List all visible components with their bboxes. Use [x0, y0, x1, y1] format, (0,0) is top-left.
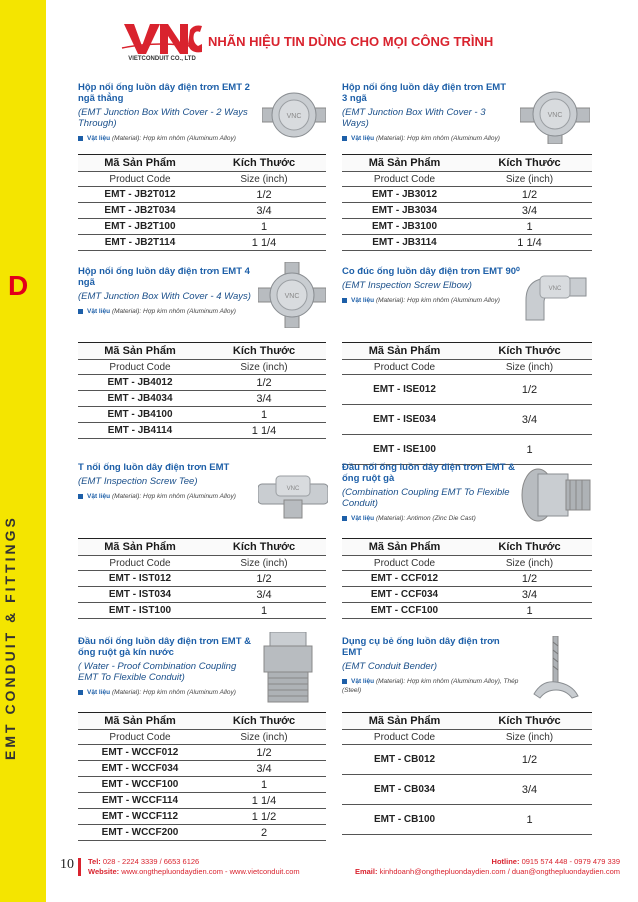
product-code: EMT - CB012 [342, 745, 467, 775]
bullet-square-icon [342, 298, 347, 303]
product-size: 1 1/2 [202, 809, 326, 825]
product-material: Vật liệu (Material): Hợp kim nhôm (Aluminum Alloy) [342, 134, 512, 143]
table-row [342, 435, 592, 465]
product-size: 1/2 [467, 745, 592, 775]
svg-text:VNC: VNC [286, 486, 300, 492]
product-code: EMT - JB4012 [78, 375, 202, 391]
footer-tel: 028 - 2224 3339 / 6653 6126 [102, 857, 200, 866]
product-size: 1/2 [467, 375, 592, 405]
table-row [342, 775, 592, 805]
col-header-size-en: Size (inch) [202, 730, 326, 745]
product-english-name: (EMT Inspection Screw Tee) [78, 476, 198, 487]
table-row [78, 219, 326, 235]
spec-table [78, 342, 326, 439]
footer-contact-left: Tel: 028 - 2224 3339 / 6653 6126 Website: www.ongthepluondaydien.com - www.vietconduit.com [88, 857, 300, 876]
product-size: 3/4 [467, 775, 592, 805]
product-size: 3/4 [467, 203, 592, 219]
table-row [342, 745, 592, 775]
product-code: EMT - ISE012 [342, 375, 467, 405]
product-info [342, 82, 512, 143]
product-info [78, 82, 258, 143]
product-code: EMT - WCCF112 [78, 809, 202, 825]
table-row [78, 603, 326, 619]
product-size: 3/4 [202, 587, 326, 603]
junction-box-4-way-image [258, 262, 326, 328]
product-title: T nối ống luồn dây điện trơn EMT [78, 462, 230, 473]
spec-table [78, 538, 326, 619]
product-code: EMT - JB3034 [342, 203, 467, 219]
spec-table [342, 712, 592, 835]
product-material: Vật liệu (Material): Hợp kim nhôm (Aluminum Alloy), Thép (Steel) [342, 678, 519, 694]
product-code: EMT - WCCF114 [78, 793, 202, 809]
col-header-size-vi: Kích Thước [467, 713, 592, 730]
product-size: 1/2 [202, 375, 326, 391]
col-header-code-vi: Mã Sản Phẩm [78, 155, 202, 172]
product-english-name: (EMT Junction Box With Cover - 3 Ways) [342, 107, 486, 129]
footer-contact-right: Hotline: 0915 574 448 - 0979 479 339 Email: kinhdoanh@ongthepluondaydien.com / duan@ongthepluondaydien.com [354, 857, 620, 876]
product-size: 1/2 [202, 571, 326, 587]
table-row [78, 777, 326, 793]
slogan: NHÃN HIỆU TIN DÙNG CHO MỌI CÔNG TRÌNH [208, 34, 494, 49]
col-header-code-vi: Mã Sản Phẩm [342, 539, 467, 556]
product-code: EMT - ISE100 [342, 435, 467, 465]
product-title: Hộp nối ống luồn dây điện trơn EMT 4 ngã [78, 266, 250, 288]
col-header-code-vi: Mã Sản Phẩm [342, 713, 467, 730]
bullet-square-icon [342, 136, 347, 141]
combination-coupling-image [520, 464, 592, 526]
section-vertical-title: EMT CONDUIT & FITTINGS [2, 515, 18, 760]
product-code: EMT - IST034 [78, 587, 202, 603]
col-header-size-en: Size (inch) [467, 730, 592, 745]
product-title: Hộp nối ống luồn dây điện trơn EMT 3 ngã [342, 82, 507, 104]
footer [60, 855, 620, 885]
product-size: 1 1/4 [202, 235, 326, 251]
table-row [342, 603, 592, 619]
tee-fitting-image [258, 470, 328, 520]
product-code: EMT - WCCF100 [78, 777, 202, 793]
bullet-square-icon [78, 309, 83, 314]
product-material: Vật liệu (Material): Hợp kim nhôm (Aluminum Alloy) [78, 688, 258, 697]
col-header-code-en: Product Code [342, 730, 467, 745]
product-info [342, 266, 522, 305]
col-header-size-vi: Kích Thước [467, 343, 592, 360]
footer-website[interactable]: www.ongthepluondaydien.com - www.vietconduit.com [121, 867, 300, 876]
col-header-size-en: Size (inch) [467, 172, 592, 187]
table-row [342, 219, 592, 235]
table-row [342, 375, 592, 405]
svg-text:VNC: VNC [548, 286, 562, 292]
table-row [78, 375, 326, 391]
product-code: EMT - WCCF012 [78, 745, 202, 761]
product-code: EMT - CCF100 [342, 603, 467, 619]
product-size: 1 [467, 603, 592, 619]
col-header-code-vi: Mã Sản Phẩm [342, 343, 467, 360]
svg-text:VNC: VNC [286, 113, 302, 120]
col-header-code-en: Product Code [342, 556, 467, 571]
col-header-code-en: Product Code [78, 730, 202, 745]
product-english-name: (EMT Junction Box With Cover - 2 Ways Through) [78, 107, 248, 129]
table-row [342, 571, 592, 587]
product-english-name: ( Water - Proof Combination Coupling EMT To Flexible Conduit) [78, 661, 237, 683]
product-code: EMT - IST100 [78, 603, 202, 619]
col-header-code-vi: Mã Sản Phẩm [342, 155, 467, 172]
section-letter: D [8, 270, 29, 301]
product-title: Dụng cụ bẻ ống luồn dây điện trơn EMT [342, 636, 500, 658]
product-size: 1 [202, 407, 326, 423]
product-info [342, 462, 522, 523]
table-row [342, 587, 592, 603]
table-row [78, 761, 326, 777]
product-code: EMT - JB2T034 [78, 203, 202, 219]
product-material: Vật liệu (Material): Antimon (Zinc Die Cast) [342, 514, 522, 523]
product-size: 1 [202, 219, 326, 235]
bullet-square-icon [342, 516, 347, 521]
table-row [78, 235, 326, 251]
product-size: 1 [467, 219, 592, 235]
col-header-size-vi: Kích Thước [467, 539, 592, 556]
product-code: EMT - CCF034 [342, 587, 467, 603]
col-header-size-vi: Kích Thước [202, 343, 326, 360]
product-code: EMT - JB3114 [342, 235, 467, 251]
table-row [342, 203, 592, 219]
junction-box-3-way-image [520, 84, 590, 144]
footer-email[interactable]: kinhdoanh@ongthepluondaydien.com / duan@ongthepluondaydien.com [379, 867, 620, 876]
bullet-square-icon [78, 494, 83, 499]
table-row [78, 587, 326, 603]
product-code: EMT - JB2T012 [78, 187, 202, 203]
spec-table [342, 154, 592, 251]
product-size: 3/4 [467, 587, 592, 603]
product-code: EMT - CB034 [342, 775, 467, 805]
spec-table [78, 712, 326, 841]
product-size: 1 1/4 [202, 423, 326, 439]
product-title: Hộp nối ống luồn dây điện trơn EMT 2 ngã thẳng [78, 82, 250, 104]
product-size: 1/2 [467, 571, 592, 587]
product-info [78, 462, 258, 501]
table-row [78, 745, 326, 761]
product-english-name: (Combination Coupling EMT To Flexible Conduit) [342, 487, 510, 509]
conduit-bender-image [528, 636, 584, 704]
page-number: 10 [60, 857, 74, 872]
product-code: EMT - JB4100 [78, 407, 202, 423]
header [120, 18, 620, 70]
product-size: 2 [202, 825, 326, 841]
table-row [78, 793, 326, 809]
product-size: 1/2 [467, 187, 592, 203]
product-size: 1 [202, 603, 326, 619]
product-title: Co đúc ống luồn dây điện trơn EMT 90⁰ [342, 266, 520, 277]
table-row [78, 407, 326, 423]
col-header-size-en: Size (inch) [202, 360, 326, 375]
product-material: Vật liệu (Material): Hợp kim nhôm (Aluminum Alloy) [78, 492, 258, 501]
product-title: Đầu nối ống luồn dây điện trơn EMT & ống ruột gà [342, 462, 515, 484]
product-code: EMT - JB2T100 [78, 219, 202, 235]
col-header-size-en: Size (inch) [467, 556, 592, 571]
table-row [78, 423, 326, 439]
waterproof-coupling-image [258, 632, 318, 706]
col-header-code-vi: Mã Sản Phẩm [78, 713, 202, 730]
table-row [78, 187, 326, 203]
col-header-size-en: Size (inch) [202, 172, 326, 187]
spec-table [342, 342, 592, 465]
col-header-code-vi: Mã Sản Phẩm [78, 539, 202, 556]
col-header-code-en: Product Code [342, 360, 467, 375]
col-header-size-vi: Kích Thước [202, 539, 326, 556]
junction-box-2-way-image [262, 88, 326, 142]
product-size: 3/4 [202, 203, 326, 219]
sidebar [0, 0, 46, 902]
product-code: EMT - WCCF200 [78, 825, 202, 841]
product-code: EMT - JB2T114 [78, 235, 202, 251]
col-header-code-en: Product Code [78, 360, 202, 375]
bullet-square-icon [78, 690, 83, 695]
product-size: 1 [202, 777, 326, 793]
product-size: 1 1/4 [202, 793, 326, 809]
product-code: EMT - WCCF034 [78, 761, 202, 777]
col-header-size-en: Size (inch) [467, 360, 592, 375]
col-header-size-vi: Kích Thước [202, 713, 326, 730]
table-row [342, 235, 592, 251]
product-english-name: (EMT Junction Box With Cover - 4 Ways) [78, 291, 251, 302]
product-material: Vật liệu (Material): Hợp kim nhôm (Aluminum Alloy) [342, 296, 522, 305]
table-row [342, 405, 592, 435]
table-row [78, 809, 326, 825]
col-header-code-en: Product Code [78, 556, 202, 571]
product-code: EMT - IST012 [78, 571, 202, 587]
table-row [342, 805, 592, 835]
product-code: EMT - CB100 [342, 805, 467, 835]
product-english-name: (EMT Inspection Screw Elbow) [342, 280, 472, 291]
table-row [342, 187, 592, 203]
spec-table [78, 154, 326, 251]
logo-company-name: VIETCONDUIT CO., LTD [128, 56, 196, 62]
table-row [78, 203, 326, 219]
product-size: 3/4 [202, 761, 326, 777]
elbow-fitting-image [520, 270, 592, 326]
col-header-size-vi: Kích Thước [467, 155, 592, 172]
col-header-code-en: Product Code [78, 172, 202, 187]
table-row [78, 391, 326, 407]
product-code: EMT - CCF012 [342, 571, 467, 587]
product-size: 1 1/4 [467, 235, 592, 251]
product-size: 1 [467, 435, 592, 465]
product-info [342, 636, 522, 695]
bullet-square-icon [78, 136, 83, 141]
page-divider [78, 858, 81, 876]
product-code: EMT - JB3100 [342, 219, 467, 235]
bullet-square-icon [342, 679, 347, 684]
product-material: Vật liệu (Material): Hợp kim nhôm (Aluminum Alloy) [78, 134, 258, 143]
table-row [78, 571, 326, 587]
col-header-size-en: Size (inch) [202, 556, 326, 571]
svg-text:VNC: VNC [284, 293, 300, 300]
product-code: EMT - ISE034 [342, 405, 467, 435]
product-size: 3/4 [467, 405, 592, 435]
product-info [78, 636, 258, 697]
footer-hotline: 0915 574 448 - 0979 479 339 [521, 857, 620, 866]
product-material: Vật liệu (Material): Hợp kim nhôm (Aluminum Alloy) [78, 307, 258, 316]
col-header-code-vi: Mã Sản Phẩm [78, 343, 202, 360]
product-code: EMT - JB4034 [78, 391, 202, 407]
spec-table [342, 538, 592, 619]
col-header-size-vi: Kích Thước [202, 155, 326, 172]
table-row [78, 825, 326, 841]
col-header-code-en: Product Code [342, 172, 467, 187]
product-size: 1/2 [202, 187, 326, 203]
svg-text:VNC: VNC [547, 112, 563, 119]
product-info [78, 266, 258, 316]
product-size: 1 [467, 805, 592, 835]
product-code: EMT - JB3012 [342, 187, 467, 203]
product-size: 3/4 [202, 391, 326, 407]
product-size: 1/2 [202, 745, 326, 761]
product-english-name: (EMT Conduit Bender) [342, 661, 438, 672]
product-title: Đầu nối ống luồn dây điện trơn EMT & ống ruột gà kín nước [78, 636, 251, 658]
product-code: EMT - JB4114 [78, 423, 202, 439]
